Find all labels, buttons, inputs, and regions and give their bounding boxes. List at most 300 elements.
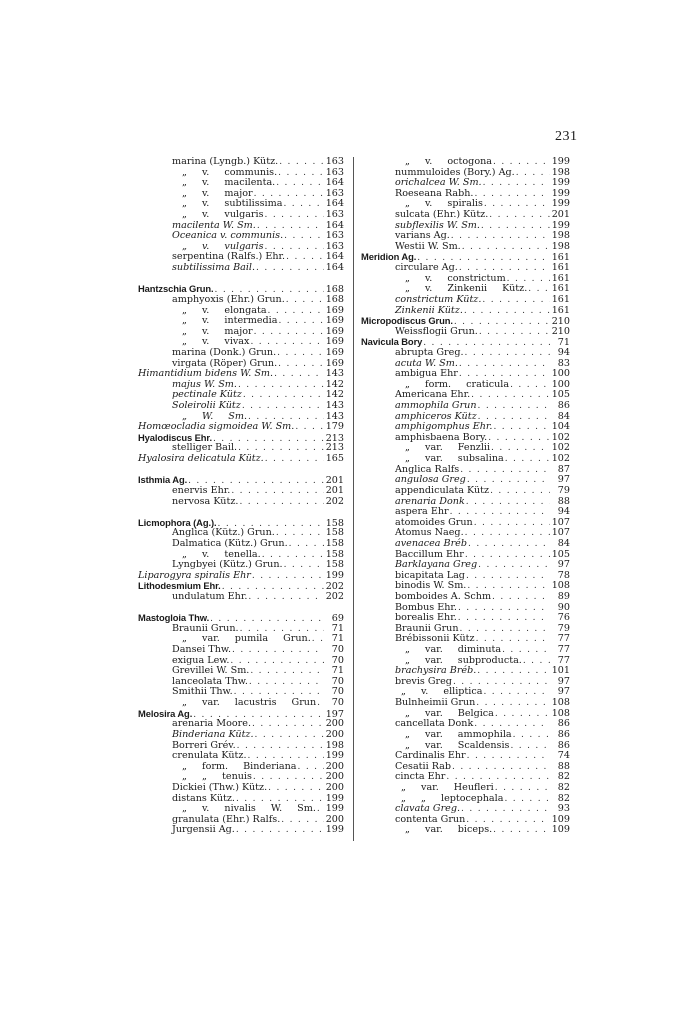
- entry-name: binodis W. Sm.: [361, 581, 467, 592]
- entry-name: arenaria Donk: [361, 497, 466, 508]
- entry-name: „ v. major: [138, 189, 254, 200]
- page-reference: 142: [325, 378, 344, 390]
- entry-name: Dalmatica (Kütz.) Grun.: [138, 539, 289, 550]
- dot-leader: [483, 178, 550, 189]
- entry-name: clavata Greg.: [361, 804, 461, 815]
- index-entry-genus: [361, 337, 570, 348]
- page-reference: 74: [550, 751, 570, 762]
- page-reference: 109: [551, 824, 570, 836]
- dot-leader: [278, 168, 324, 179]
- page-reference: 82: [550, 794, 570, 805]
- page-reference: 77: [550, 645, 570, 656]
- entry-name: arenaria Moore.: [138, 719, 252, 730]
- dot-leader: [461, 804, 550, 815]
- page-reference: 84: [550, 412, 570, 423]
- dot-leader: [510, 741, 550, 752]
- dot-leader: [274, 369, 324, 380]
- page-reference: 163: [325, 187, 344, 199]
- entry-name: bomboides A. Schm: [361, 592, 492, 603]
- dot-leader: [516, 168, 550, 179]
- page-reference: 169: [325, 357, 344, 369]
- page-reference: 161: [551, 293, 570, 305]
- entry-name: Smithii Thw.: [138, 687, 234, 698]
- dot-leader: [237, 741, 324, 752]
- index-entry: [138, 348, 344, 359]
- dot-leader: [462, 242, 550, 253]
- page-reference: 179: [325, 421, 344, 433]
- page-reference: 163: [325, 156, 344, 167]
- dot-leader: [471, 390, 550, 401]
- dot-leader: [492, 592, 550, 603]
- page-reference: 202: [325, 581, 344, 593]
- page-reference: 69: [324, 614, 344, 625]
- page-reference: 76: [550, 613, 570, 624]
- entry-name: acuta W. Sm.: [361, 359, 459, 370]
- entry-name: marina (Lyngb.) Kütz.: [138, 157, 279, 168]
- dot-leader: [295, 422, 323, 433]
- index-entry: [138, 497, 344, 508]
- page-reference: 199: [551, 219, 570, 231]
- page-number: 231: [555, 129, 578, 144]
- page-reference: 108: [551, 697, 570, 709]
- page-reference: 210: [551, 316, 570, 328]
- page-reference: 107: [551, 516, 570, 528]
- index-entry: [138, 454, 344, 465]
- page-reference: 100: [551, 368, 570, 380]
- index-entry: [361, 751, 570, 762]
- entry-name: Braunii Grun: [361, 624, 460, 635]
- entry-name: „ v. elongata: [138, 306, 268, 317]
- entry-name: enervis Ehr.: [138, 486, 231, 497]
- dot-leader: [277, 348, 324, 359]
- page-reference: 108: [551, 707, 570, 719]
- dot-leader: [248, 592, 323, 603]
- index-entry: [138, 369, 344, 380]
- page-reference: 86: [550, 741, 570, 752]
- index-entry: [361, 825, 570, 836]
- entry-name: Himantidium bidens W. Sm.: [138, 368, 274, 380]
- dot-leader: [510, 380, 550, 391]
- index-entry: [361, 518, 570, 529]
- dot-leader: [278, 316, 323, 327]
- dot-leader: [252, 571, 324, 582]
- index-entry: [361, 539, 570, 550]
- entry-name: Dickiei (Thw.) Kütz.: [138, 783, 268, 794]
- page-reference: 70: [324, 687, 344, 698]
- page-reference: 79: [550, 486, 570, 497]
- page-reference: 210: [551, 325, 570, 337]
- entry-name: varians Ag.: [361, 231, 451, 242]
- entry-name: crenulata Kütz.: [138, 751, 248, 762]
- entry-name: amphisbaena Bory.: [361, 433, 488, 444]
- page-reference: 200: [325, 760, 344, 772]
- entry-name: Braunii Grun.: [138, 624, 240, 635]
- page-reference: 161: [551, 252, 570, 264]
- entry-name: Anglica Ralfs: [361, 465, 460, 476]
- entry-name: amphyoxis (Ehr.) Grun.: [138, 295, 286, 306]
- dot-leader: [317, 804, 324, 815]
- page-reference: 83: [550, 359, 570, 370]
- index-entry: [361, 783, 570, 794]
- entry-name: constrictum Kütz.: [361, 295, 482, 306]
- page-reference: 199: [325, 824, 344, 836]
- index-entry: [361, 613, 570, 624]
- dot-leader: [488, 433, 549, 444]
- entry-name: exigua Lew.: [138, 656, 230, 667]
- dot-leader: [458, 603, 550, 614]
- page-reference: 169: [325, 304, 344, 316]
- dot-leader: [467, 751, 550, 762]
- dot-leader: [483, 687, 550, 698]
- page-reference: 213: [325, 432, 344, 444]
- page-reference: 163: [325, 230, 344, 242]
- page-reference: 163: [325, 209, 344, 221]
- entry-name: avenacea Bréb: [361, 539, 468, 550]
- page-reference: 143: [325, 368, 344, 380]
- page-reference: 199: [551, 198, 570, 210]
- index-entry: [361, 762, 570, 773]
- page-reference: 161: [551, 283, 570, 295]
- page-reference: 168: [325, 293, 344, 305]
- entry-name: macilenta W. Sm.: [138, 221, 257, 232]
- entry-name: Cesatii Rab: [361, 762, 452, 773]
- page-reference: 82: [550, 783, 570, 794]
- entry-name: Jurgensii Ag.: [138, 825, 236, 836]
- dot-leader: [279, 157, 324, 168]
- entry-name: „ v. major: [138, 327, 254, 338]
- page-reference: 201: [325, 484, 344, 496]
- dot-leader: [495, 783, 550, 794]
- page-reference: 71: [324, 666, 344, 677]
- entry-name: atomoides Grun: [361, 518, 474, 529]
- entry-name: Soleirolii Kütz: [138, 401, 242, 412]
- entry-name: „ v. vulgaris: [138, 210, 265, 221]
- entry-name: subtilissima Bail.: [138, 263, 256, 274]
- index-entry-genus: [138, 475, 344, 486]
- dot-leader: [504, 794, 550, 805]
- page-reference: 86: [550, 401, 570, 412]
- entry-name: brevis Greg: [361, 677, 453, 688]
- page-reference: 165: [325, 453, 344, 465]
- index-entry: [361, 560, 570, 571]
- index-entry: [138, 390, 344, 401]
- page-reference: 161: [551, 304, 570, 316]
- page-reference: 94: [550, 348, 570, 359]
- entry-name: „ var. Scaldensis: [361, 741, 510, 752]
- page-reference: 200: [325, 718, 344, 730]
- entry-name: „ v. subtilissima: [138, 199, 283, 210]
- dot-leader: [289, 539, 324, 550]
- entry-name: „ form. Binderiana: [138, 762, 298, 773]
- page-reference: 100: [551, 378, 570, 390]
- index-entry: [361, 730, 570, 741]
- entry-name: virgata (Röper) Grun.: [138, 359, 278, 370]
- dot-leader: [250, 666, 324, 677]
- index-entry: [138, 645, 344, 656]
- dot-leader: [284, 560, 324, 571]
- page-reference: 108: [551, 580, 570, 592]
- page-reference: 164: [325, 251, 344, 263]
- page-reference: 199: [325, 792, 344, 804]
- page-reference: 163: [325, 240, 344, 252]
- entry-name: „ v. communis.: [138, 168, 278, 179]
- page-reference: 201: [325, 475, 344, 487]
- entry-name: Americana Ehr.: [361, 390, 471, 401]
- page-reference: 164: [325, 219, 344, 231]
- dot-leader: [243, 390, 324, 401]
- dot-leader: [265, 454, 324, 465]
- index-entry: [361, 603, 570, 614]
- entry-name: „ v. tenella.: [138, 550, 262, 561]
- page-reference: 169: [325, 346, 344, 358]
- dot-leader: [465, 348, 550, 359]
- index-entry: [361, 295, 570, 306]
- entry-name: Licmophora (Ag.).: [138, 516, 217, 528]
- page-reference: 200: [325, 813, 344, 825]
- entry-name: lanceolata Thw.: [138, 677, 249, 688]
- page-reference: 199: [551, 177, 570, 189]
- page-reference: 158: [325, 527, 344, 539]
- dot-leader: [481, 221, 550, 232]
- entry-name: circulare Ag.: [361, 263, 459, 274]
- dot-leader: [484, 199, 550, 210]
- page-reference: 82: [550, 772, 570, 783]
- index-entry: [138, 592, 344, 603]
- dot-leader: [249, 677, 324, 688]
- entry-name: Dansei Thw.: [138, 645, 232, 656]
- page-reference: 105: [551, 548, 570, 560]
- index-entry: [138, 815, 344, 826]
- dot-leader: [482, 295, 549, 306]
- page-reference: 158: [325, 548, 344, 560]
- page-reference: 105: [551, 389, 570, 401]
- dot-leader: [466, 571, 550, 582]
- entry-name: Oceanica v. communis.: [138, 231, 284, 242]
- entry-name: ambigua Ehr: [361, 369, 459, 380]
- entry-name: Liparogyra spiralis Ehr: [138, 569, 251, 581]
- page-reference: 142: [325, 389, 344, 401]
- entry-name: „ form. craticula: [361, 380, 510, 391]
- page-reference: 169: [325, 325, 344, 337]
- page-reference: 164: [325, 177, 344, 189]
- page-reference: 161: [551, 272, 570, 284]
- page-reference: 158: [325, 559, 344, 571]
- index-entry-genus: [138, 433, 344, 444]
- page-reference: 199: [325, 569, 344, 581]
- entry-name: subflexilis W. Sm.: [361, 221, 481, 232]
- entry-name: „ var. Fenzlii: [361, 443, 491, 454]
- dot-leader: [490, 486, 550, 497]
- entry-name: „ v. elliptica: [361, 687, 483, 698]
- entry-name: stelliger Bail.: [138, 443, 238, 454]
- page-reference: 89: [550, 592, 570, 603]
- dot-leader: [458, 613, 550, 624]
- index-entry: [138, 783, 344, 794]
- page-reference: 88: [550, 762, 570, 773]
- page-reference: 71: [324, 624, 344, 635]
- page-reference: 198: [551, 230, 570, 242]
- entry-name: „ var. subproducta.: [361, 656, 523, 667]
- entry-name: amphigomphus Ehr.: [361, 422, 493, 433]
- index-entry: [361, 359, 570, 370]
- page-reference: 79: [550, 624, 570, 635]
- dot-leader: [286, 295, 324, 306]
- entry-name: borealis Ehr.: [361, 613, 458, 624]
- page-reference: 87: [550, 465, 570, 476]
- page-reference: 102: [551, 453, 570, 465]
- entry-name: Bombus Ehr.: [361, 603, 458, 614]
- dot-leader: [466, 497, 550, 508]
- index-entry: [138, 539, 344, 550]
- page-reference: 168: [325, 284, 344, 296]
- entry-name: „ var. pumila Grun.: [138, 634, 312, 645]
- entry-name: majus W. Sm.: [138, 380, 238, 391]
- dot-leader: [460, 465, 550, 476]
- dot-leader: [493, 422, 549, 433]
- page-reference: 70: [324, 645, 344, 656]
- dot-leader: [451, 231, 550, 242]
- entry-name: Cardinalis Ehr: [361, 751, 467, 762]
- dot-leader: [312, 634, 324, 645]
- entry-name: „ var. Belgica: [361, 709, 495, 720]
- dot-leader: [242, 401, 324, 412]
- page-reference: 70: [324, 656, 344, 667]
- page-reference: 70: [324, 698, 344, 709]
- entry-name: „ var. diminuta: [361, 645, 502, 656]
- page-reference: 199: [551, 156, 570, 167]
- page-reference: 164: [325, 198, 344, 210]
- page-reference: 200: [325, 771, 344, 783]
- page-reference: 102: [551, 442, 570, 454]
- dot-leader: [278, 359, 324, 370]
- dot-leader: [317, 698, 324, 709]
- page-reference: 102: [551, 431, 570, 443]
- dot-leader: [286, 252, 324, 263]
- index-entry: [361, 486, 570, 497]
- dot-leader: [283, 199, 323, 210]
- dot-leader: [465, 550, 550, 561]
- page-reference: 200: [325, 728, 344, 740]
- page-reference: 199: [551, 187, 570, 199]
- index-entry: [138, 730, 344, 741]
- entry-name: brachysira Bréb.: [361, 666, 477, 677]
- entry-name: pectinale Kütz: [138, 390, 243, 401]
- entry-name: Barklayana Greg: [361, 560, 478, 571]
- index-entry: [361, 592, 570, 603]
- index-entry: [361, 794, 570, 805]
- entry-name: bicapitata Lag: [361, 571, 466, 582]
- page-reference: 71: [324, 634, 344, 645]
- dot-leader: [493, 825, 550, 836]
- page-reference: 199: [325, 803, 344, 815]
- entry-name: angulosa Greg: [361, 475, 467, 486]
- page-reference: 199: [325, 750, 344, 762]
- page-reference: 198: [551, 240, 570, 252]
- page-reference: 88: [550, 497, 570, 508]
- page-reference: 94: [550, 507, 570, 518]
- entry-name: „ var. biceps.: [361, 825, 493, 836]
- entry-name: Bulnheimii Grun: [361, 698, 476, 709]
- page-reference: 169: [325, 336, 344, 348]
- dot-leader: [268, 783, 324, 794]
- entry-name: Isthmia Ag.: [138, 474, 188, 486]
- page-reference: 93: [550, 804, 570, 815]
- page-reference: 101: [551, 665, 570, 677]
- page-reference: 158: [325, 517, 344, 529]
- dot-leader: [231, 486, 323, 497]
- dot-leader: [459, 359, 550, 370]
- dot-leader: [478, 560, 550, 571]
- entry-name: „ v. nivalis W. Sm.: [138, 804, 317, 815]
- index-entry: [138, 295, 344, 306]
- entry-name: Anglica (Kütz.) Grun.: [138, 528, 276, 539]
- entry-name: „ v. spiralis: [361, 199, 484, 210]
- entry-name: „ W. Sm.: [138, 412, 248, 423]
- page-reference: 198: [325, 739, 344, 751]
- index-entry: [361, 804, 570, 815]
- dot-leader: [232, 645, 324, 656]
- page-reference: 77: [550, 634, 570, 645]
- entry-name: „ „ tenuis: [138, 772, 253, 783]
- entry-name: „ var. lacustris Grun: [138, 698, 317, 709]
- index-column-left: [138, 157, 344, 836]
- entry-name: Navicula Bory: [361, 336, 423, 348]
- dot-leader: [495, 709, 550, 720]
- entry-name: „ var. Heufleri: [361, 783, 495, 794]
- page-reference: 97: [550, 560, 570, 571]
- page-reference: 201: [551, 209, 570, 221]
- entry-name: „ v. constrictum: [361, 274, 507, 285]
- column-divider: [353, 157, 354, 841]
- entry-name: Hyalodiscus Ehr.: [138, 431, 212, 443]
- dot-leader: [474, 189, 549, 200]
- dot-leader: [489, 210, 549, 221]
- entry-name: Borreri Grév.: [138, 741, 237, 752]
- entry-name: nummuloides (Bory.) Ag.: [361, 168, 516, 179]
- entry-name: „ v. Zinkenii Kütz.: [361, 284, 528, 295]
- dot-leader: [265, 210, 324, 221]
- dot-leader: [238, 380, 324, 391]
- index-entry: [138, 263, 344, 274]
- entry-name: Melosira Ag.: [138, 707, 193, 719]
- page-reference: 197: [325, 708, 344, 720]
- page-reference: 70: [324, 677, 344, 688]
- entry-name: cincta Ehr: [361, 772, 446, 783]
- page-reference: 90: [550, 603, 570, 614]
- entry-name: sulcata (Ehr.) Kütz.: [361, 210, 489, 221]
- entry-name: aspera Ehr: [361, 507, 450, 518]
- entry-name: Baccillum Ehr: [361, 550, 465, 561]
- page-reference: 71: [550, 338, 570, 349]
- page-reference: 202: [325, 590, 344, 602]
- entry-name: „ „ leptocephala: [361, 794, 504, 805]
- entry-name: orichalcea W. Sm.: [361, 178, 483, 189]
- entry-name: appendiculata Kütz: [361, 486, 490, 497]
- entry-name: „ v. intermedia: [138, 316, 278, 327]
- page-reference: 163: [325, 166, 344, 178]
- index-entry: [138, 486, 344, 497]
- entry-name: Zinkenii Kütz.: [361, 306, 464, 317]
- entry-name: „ v. vivax: [138, 337, 250, 348]
- entry-name: „ v. macilenta.: [138, 178, 276, 189]
- page-reference: 143: [325, 410, 344, 422]
- entry-name: Lyngbyei (Kütz.) Grun.: [138, 560, 284, 571]
- entry-name: „ v. vulgaris: [138, 242, 265, 253]
- page-reference: 97: [550, 475, 570, 486]
- entry-name: Hantzschia Grun.: [138, 283, 214, 295]
- entry-name: contenta Grun: [361, 815, 466, 826]
- dot-leader: [477, 666, 549, 677]
